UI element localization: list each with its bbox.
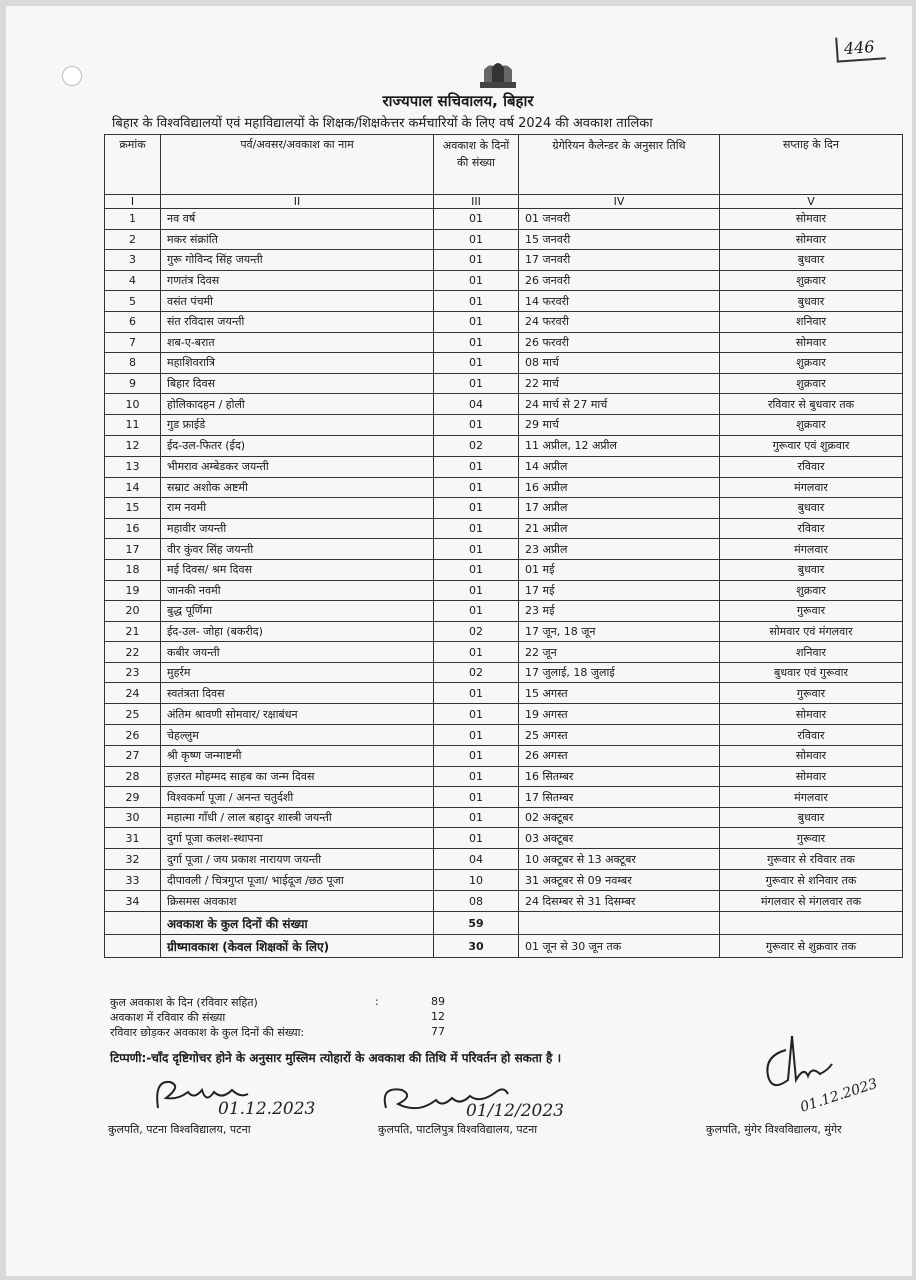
signature-munger xyxy=(758,1030,908,1120)
holiday-table xyxy=(104,134,903,958)
row-date: 26 जनवरी xyxy=(519,270,720,291)
row-weekday: सोमवार एवं मंगलवार xyxy=(720,621,903,642)
office-title: राज्यपाल सचिवालय, बिहार xyxy=(382,92,534,110)
row-days: 01 xyxy=(434,456,519,477)
row-date: 16 अप्रील xyxy=(519,477,720,498)
row-serial: 4 xyxy=(105,270,161,291)
table-row xyxy=(105,891,903,912)
totals-block xyxy=(110,995,445,1040)
header-serial: क्रमांक xyxy=(105,135,161,195)
row-occasion: गुड फ्राईडे xyxy=(161,414,434,435)
document-heading: बिहार के विश्वविद्यालयों एवं महाविद्यालयों के शिक्षक/शिक्षकेत्तर कर्मचारियों के लिए वर्ष 2024 की अवकाश तालिका xyxy=(112,116,653,131)
row-occasion: सम्राट अशोक अष्टमी xyxy=(161,477,434,498)
row-days: 02 xyxy=(434,662,519,683)
row-date: 17 जनवरी xyxy=(519,250,720,271)
row-days: 01 xyxy=(434,332,519,353)
row-serial: 26 xyxy=(105,725,161,746)
table-row xyxy=(105,435,903,456)
row-serial: 15 xyxy=(105,498,161,519)
row-days: 01 xyxy=(434,291,519,312)
summary-total-weekday xyxy=(720,912,903,935)
table-row xyxy=(105,766,903,787)
row-serial: 9 xyxy=(105,373,161,394)
row-days: 01 xyxy=(434,270,519,291)
row-serial: 8 xyxy=(105,353,161,374)
row-date: 24 मार्च से 27 मार्च xyxy=(519,394,720,415)
row-weekday: मंगलवार xyxy=(720,787,903,808)
table-row xyxy=(105,725,903,746)
row-occasion: ईद-उल-फितर (ईद) xyxy=(161,435,434,456)
row-weekday: रविवार xyxy=(720,518,903,539)
row-date: 22 जून xyxy=(519,642,720,663)
row-date: 23 मई xyxy=(519,601,720,622)
row-date: 16 सितम्बर xyxy=(519,766,720,787)
totals-label: अवकाश में रविवार की संख्या xyxy=(110,1011,226,1024)
summary-total-days: 59 xyxy=(434,912,519,935)
summary-row-total xyxy=(105,912,903,935)
row-weekday: सोमवार xyxy=(720,766,903,787)
totals-line xyxy=(110,1025,445,1040)
row-occasion: विश्वकर्मा पूजा / अनन्त चतुर्दशी xyxy=(161,787,434,808)
totals-value: 77 xyxy=(431,1025,445,1038)
table-row xyxy=(105,291,903,312)
row-date: 10 अक्टूबर से 13 अक्टूबर xyxy=(519,849,720,870)
row-date: 01 जनवरी xyxy=(519,209,720,230)
table-row xyxy=(105,559,903,580)
row-serial: 19 xyxy=(105,580,161,601)
row-date: 24 फरवरी xyxy=(519,311,720,332)
row-serial: 28 xyxy=(105,766,161,787)
row-serial: 1 xyxy=(105,209,161,230)
svg-text:01/12/2023: 01/12/2023 xyxy=(466,1101,564,1121)
table-row xyxy=(105,849,903,870)
row-days: 01 xyxy=(434,601,519,622)
table-row xyxy=(105,704,903,725)
holiday-rows xyxy=(105,209,903,912)
row-serial: 34 xyxy=(105,891,161,912)
row-weekday: गुरूवार से रविवार तक xyxy=(720,849,903,870)
row-occasion: मकर संक्रांति xyxy=(161,229,434,250)
row-weekday: सोमवार xyxy=(720,229,903,250)
row-occasion: बुद्ध पूर्णिमा xyxy=(161,601,434,622)
row-days: 01 xyxy=(434,746,519,767)
row-date: 17 अप्रील xyxy=(519,498,720,519)
roman-3: III xyxy=(434,195,519,209)
footnote: टिप्पणी:-चाँद दृष्टिगोचर होने के अनुसार मुस्लिम त्योहारों के अवकाश की तिथि में परिवर्तन हो सकता है । xyxy=(110,1051,562,1065)
totals-label: कुल अवकाश के दिन (रविवार सहित) xyxy=(110,996,258,1009)
table-row xyxy=(105,373,903,394)
row-occasion: ईद-उल- जोहा (बकरीद) xyxy=(161,621,434,642)
row-serial: 27 xyxy=(105,746,161,767)
row-occasion: दुर्गा पूजा / जय प्रकाश नारायण जयन्ती xyxy=(161,849,434,870)
row-serial: 22 xyxy=(105,642,161,663)
row-occasion: क्रिसमस अवकाश xyxy=(161,891,434,912)
header-date: ग्रेगेरियन कैलेन्डर के अनुसार तिथि xyxy=(519,135,720,195)
totals-value: 89 xyxy=(431,995,445,1008)
row-weekday: मंगलवार xyxy=(720,477,903,498)
row-date: 15 जनवरी xyxy=(519,229,720,250)
summary-row-summer xyxy=(105,935,903,958)
row-occasion: राम नवमी xyxy=(161,498,434,519)
row-occasion: अंतिम श्रावणी सोमवार/ रक्षाबंधन xyxy=(161,704,434,725)
row-serial: 18 xyxy=(105,559,161,580)
row-weekday: शुक्रवार xyxy=(720,353,903,374)
row-days: 01 xyxy=(434,209,519,230)
row-weekday: गुरूवार xyxy=(720,683,903,704)
totals-separator: : xyxy=(375,995,379,1008)
row-days: 04 xyxy=(434,394,519,415)
row-days: 02 xyxy=(434,435,519,456)
row-occasion: महात्मा गाँधी / लाल बहादुर शास्त्री जयन्ती xyxy=(161,807,434,828)
signature-caption-patliputra: कुलपति, पाटलिपुत्र विश्वविद्यालय, पटना xyxy=(378,1123,538,1136)
table-row xyxy=(105,498,903,519)
row-date: 17 सितम्बर xyxy=(519,787,720,808)
summary-summer-weekday: गुरूवार से शुक्रवार तक xyxy=(720,935,903,958)
row-serial: 3 xyxy=(105,250,161,271)
row-serial: 29 xyxy=(105,787,161,808)
row-days: 01 xyxy=(434,725,519,746)
header-days: अवकाश के दिनों की संख्या xyxy=(434,135,519,195)
row-weekday: बुधवार xyxy=(720,807,903,828)
signature-caption-patna: कुलपति, पटना विश्वविद्यालय, पटना xyxy=(108,1123,251,1136)
row-date: 23 अप्रील xyxy=(519,539,720,560)
row-days: 01 xyxy=(434,539,519,560)
row-date: 08 मार्च xyxy=(519,353,720,374)
row-occasion: महाशिवरात्रि xyxy=(161,353,434,374)
row-weekday: गुरूवार एवं शुक्रवार xyxy=(720,435,903,456)
row-date: 14 फरवरी xyxy=(519,291,720,312)
row-days: 02 xyxy=(434,621,519,642)
row-serial: 32 xyxy=(105,849,161,870)
roman-1: I xyxy=(105,195,161,209)
totals-separator xyxy=(375,1010,431,1025)
row-occasion: बिहार दिवस xyxy=(161,373,434,394)
table-row xyxy=(105,539,903,560)
row-days: 01 xyxy=(434,559,519,580)
row-date: 03 अक्टूबर xyxy=(519,828,720,849)
state-emblem-icon xyxy=(474,58,522,90)
signature-caption-munger: कुलपति, मुंगेर विश्वविद्यालय, मुंगेर xyxy=(706,1123,842,1136)
row-weekday: बुधवार xyxy=(720,291,903,312)
row-date: 11 अप्रील, 12 अप्रील xyxy=(519,435,720,456)
table-row xyxy=(105,621,903,642)
row-weekday: मंगलवार xyxy=(720,539,903,560)
row-occasion: चेहल्लुम xyxy=(161,725,434,746)
row-days: 01 xyxy=(434,580,519,601)
roman-2: II xyxy=(161,195,434,209)
row-date: 22 मार्च xyxy=(519,373,720,394)
row-date: 25 अगस्त xyxy=(519,725,720,746)
table-row xyxy=(105,870,903,891)
svg-text:01.12.2023: 01.12.2023 xyxy=(218,1099,316,1119)
row-occasion: मुहर्रम xyxy=(161,662,434,683)
table-header-row xyxy=(105,135,903,195)
roman-4: IV xyxy=(519,195,720,209)
row-occasion: मई दिवस/ श्रम दिवस xyxy=(161,559,434,580)
row-occasion: गणतंत्र दिवस xyxy=(161,270,434,291)
row-days: 01 xyxy=(434,807,519,828)
row-date: 26 अगस्त xyxy=(519,746,720,767)
row-days: 01 xyxy=(434,704,519,725)
row-serial: 33 xyxy=(105,870,161,891)
row-date: 02 अक्टूबर xyxy=(519,807,720,828)
row-weekday: शनिवार xyxy=(720,311,903,332)
row-weekday: मंगलवार से मंगलवार तक xyxy=(720,891,903,912)
row-occasion: दुर्गा पूजा कलश-स्थापना xyxy=(161,828,434,849)
page-number: 446 xyxy=(835,34,885,62)
row-serial: 2 xyxy=(105,229,161,250)
row-occasion: श्री कृष्ण जन्माष्टमी xyxy=(161,746,434,767)
row-weekday: सोमवार xyxy=(720,209,903,230)
table-row xyxy=(105,518,903,539)
table-row xyxy=(105,250,903,271)
row-serial: 25 xyxy=(105,704,161,725)
summary-summer-label: ग्रीष्मावकाश (केवल शिक्षकों के लिए) xyxy=(161,935,434,958)
row-occasion: महावीर जयन्ती xyxy=(161,518,434,539)
summary-summer-days: 30 xyxy=(434,935,519,958)
row-days: 01 xyxy=(434,250,519,271)
row-occasion: वीर कुंवर सिंह जयन्ती xyxy=(161,539,434,560)
row-days: 01 xyxy=(434,787,519,808)
row-occasion: गुरू गोविन्द सिंह जयन्ती xyxy=(161,250,434,271)
row-occasion: हज़रत मोहम्मद साहब का जन्म दिवस xyxy=(161,766,434,787)
row-weekday: शुक्रवार xyxy=(720,270,903,291)
table-row xyxy=(105,580,903,601)
row-serial: 14 xyxy=(105,477,161,498)
row-serial: 12 xyxy=(105,435,161,456)
row-occasion: होलिकादहन / होली xyxy=(161,394,434,415)
row-weekday: गुरूवार xyxy=(720,828,903,849)
totals-line xyxy=(110,995,445,1010)
row-serial: 30 xyxy=(105,807,161,828)
row-weekday: शुक्रवार xyxy=(720,414,903,435)
header-occasion: पर्व/अवसर/अवकाश का नाम xyxy=(161,135,434,195)
row-date: 19 अगस्त xyxy=(519,704,720,725)
summary-summer-date: 01 जून से 30 जून तक xyxy=(519,935,720,958)
row-serial: 13 xyxy=(105,456,161,477)
table-row xyxy=(105,746,903,767)
row-date: 17 जुलाई, 18 जुलाई xyxy=(519,662,720,683)
row-occasion: संत रविदास जयन्ती xyxy=(161,311,434,332)
row-date: 17 जून, 18 जून xyxy=(519,621,720,642)
table-row xyxy=(105,353,903,374)
row-days: 01 xyxy=(434,683,519,704)
totals-value: 12 xyxy=(431,1010,445,1023)
table-row xyxy=(105,414,903,435)
table-row xyxy=(105,229,903,250)
row-days: 01 xyxy=(434,229,519,250)
row-serial: 10 xyxy=(105,394,161,415)
row-occasion: भीमराव अम्बेडकर जयन्ती xyxy=(161,456,434,477)
row-days: 01 xyxy=(434,828,519,849)
row-serial: 7 xyxy=(105,332,161,353)
row-date: 26 फरवरी xyxy=(519,332,720,353)
row-serial: 31 xyxy=(105,828,161,849)
row-days: 04 xyxy=(434,849,519,870)
totals-label: रविवार छोड़कर अवकाश के कुल दिनों की संख्या: xyxy=(110,1026,305,1039)
table-row xyxy=(105,662,903,683)
row-occasion: दीपावली / चित्रगुप्त पूजा/ भाईदूज /छठ पूजा xyxy=(161,870,434,891)
row-days: 01 xyxy=(434,414,519,435)
row-weekday: बुधवार एवं गुरूवार xyxy=(720,662,903,683)
row-serial: 16 xyxy=(105,518,161,539)
summary-rows xyxy=(105,912,903,958)
row-weekday: रविवार xyxy=(720,456,903,477)
row-weekday: गुरूवार से शनिवार तक xyxy=(720,870,903,891)
row-date: 15 अगस्त xyxy=(519,683,720,704)
row-serial: 21 xyxy=(105,621,161,642)
row-date: 14 अप्रील xyxy=(519,456,720,477)
row-occasion: जानकी नवमी xyxy=(161,580,434,601)
row-serial: 5 xyxy=(105,291,161,312)
row-days: 01 xyxy=(434,353,519,374)
table-row xyxy=(105,807,903,828)
row-days: 08 xyxy=(434,891,519,912)
row-date: 17 मई xyxy=(519,580,720,601)
row-occasion: शब-ए-बरात xyxy=(161,332,434,353)
table-row xyxy=(105,477,903,498)
totals-separator xyxy=(375,1025,431,1040)
row-date: 29 मार्च xyxy=(519,414,720,435)
svg-text:01.12.2023: 01.12.2023 xyxy=(798,1075,880,1116)
row-serial: 24 xyxy=(105,683,161,704)
row-serial: 17 xyxy=(105,539,161,560)
row-date: 21 अप्रील xyxy=(519,518,720,539)
table-row xyxy=(105,394,903,415)
row-date: 31 अक्टूबर से 09 नवम्बर xyxy=(519,870,720,891)
row-occasion: स्वतंत्रता दिवस xyxy=(161,683,434,704)
table-row xyxy=(105,683,903,704)
roman-numeral-row xyxy=(105,195,903,209)
table-row xyxy=(105,209,903,230)
row-days: 01 xyxy=(434,766,519,787)
row-serial: 20 xyxy=(105,601,161,622)
row-days: 01 xyxy=(434,642,519,663)
roman-5: V xyxy=(720,195,903,209)
punch-hole xyxy=(62,66,82,86)
row-days: 01 xyxy=(434,498,519,519)
table-row xyxy=(105,787,903,808)
row-weekday: गुरूवार xyxy=(720,601,903,622)
table-row xyxy=(105,311,903,332)
table-row xyxy=(105,828,903,849)
row-weekday: रविवार से बुधवार तक xyxy=(720,394,903,415)
row-weekday: शनिवार xyxy=(720,642,903,663)
row-weekday: सोमवार xyxy=(720,704,903,725)
table-row xyxy=(105,270,903,291)
row-days: 10 xyxy=(434,870,519,891)
totals-line xyxy=(110,1010,445,1025)
row-days: 01 xyxy=(434,373,519,394)
table-row xyxy=(105,642,903,663)
summary-total-date xyxy=(519,912,720,935)
signature-patna xyxy=(148,1070,368,1120)
row-weekday: बुधवार xyxy=(720,559,903,580)
row-serial: 23 xyxy=(105,662,161,683)
row-serial: 6 xyxy=(105,311,161,332)
signature-patliputra xyxy=(378,1074,608,1124)
row-weekday: शुक्रवार xyxy=(720,373,903,394)
row-occasion: कबीर जयन्ती xyxy=(161,642,434,663)
row-weekday: बुधवार xyxy=(720,250,903,271)
row-weekday: सोमवार xyxy=(720,746,903,767)
row-date: 01 मई xyxy=(519,559,720,580)
header-weekday: सप्ताह के दिन xyxy=(720,135,903,195)
row-occasion: नव वर्ष xyxy=(161,209,434,230)
table-row xyxy=(105,601,903,622)
row-days: 01 xyxy=(434,477,519,498)
row-date: 24 दिसम्बर से 31 दिसम्बर xyxy=(519,891,720,912)
table-row xyxy=(105,332,903,353)
row-serial: 11 xyxy=(105,414,161,435)
row-weekday: बुधवार xyxy=(720,498,903,519)
row-occasion: वसंत पंचमी xyxy=(161,291,434,312)
row-days: 01 xyxy=(434,311,519,332)
table-row xyxy=(105,456,903,477)
row-weekday: सोमवार xyxy=(720,332,903,353)
row-days: 01 xyxy=(434,518,519,539)
summary-total-label: अवकाश के कुल दिनों की संख्या xyxy=(161,912,434,935)
row-weekday: रविवार xyxy=(720,725,903,746)
row-weekday: शुक्रवार xyxy=(720,580,903,601)
